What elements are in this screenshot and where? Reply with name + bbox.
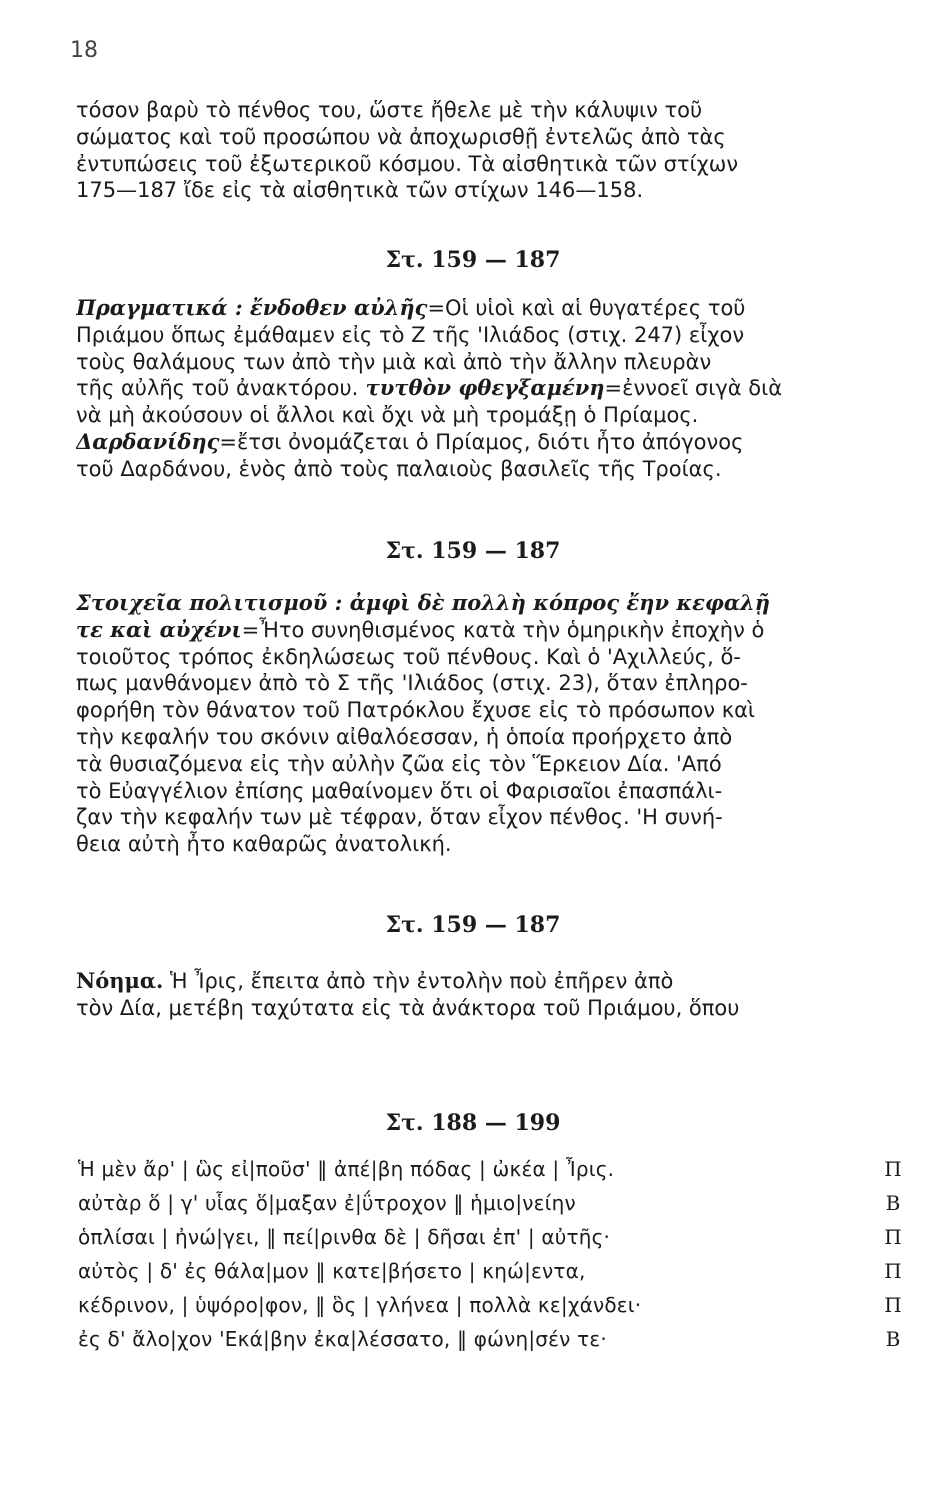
section-heading: Στ. 159 — 187 xyxy=(385,912,561,938)
paragraph-line: ζαν τὴν κεφαλήν των μὲ τέφραν, ὅταν εἶχον πένθος. 'Η συνή- xyxy=(76,805,723,830)
section-heading: Στ. 159 — 187 xyxy=(385,538,561,564)
paragraph-line: θεια αὐτὴ ἦτο καθαρῶς ἀνατολική. xyxy=(76,832,452,857)
paragraph-line: νὰ μὴ ἀκούσουν οἱ ἄλλοι καὶ ὄχι νὰ μὴ τρομάξῃ ὁ Πρίαμος. xyxy=(76,403,699,428)
section-body-politismos xyxy=(76,590,906,858)
paragraph-line: τὸ Εὐαγγέλιον ἐπίσης μαθαίνομεν ὅτι οἱ Φαρισαῖοι ἐπασπάλι- xyxy=(76,778,723,803)
verse-block xyxy=(78,1157,908,1361)
paragraph-line: τόσον βαρὺ τὸ πένθος του, ὥστε ἤθελε μὲ τὴν κάλυψιν τοῦ xyxy=(76,98,703,122)
verse-text: αὐτὸς | δ' ἐς θάλα|μον ‖ κατε|βήσετο | κηώ|εντα, xyxy=(78,1259,586,1283)
verse-heading: Στ. 188 — 199 xyxy=(385,1110,561,1136)
intro-paragraph xyxy=(76,97,906,204)
paragraph-text: Ἡ Ἶρις, ἔπειτα ἀπὸ τὴν ἐντολὴν ποὺ ἐπῆρεν ἀπὸ xyxy=(163,969,674,993)
section-lead: Πραγματικά : xyxy=(76,295,243,320)
paragraph-text: =Οἱ υἱοὶ καὶ αἱ θυγατέρες τοῦ xyxy=(427,296,746,320)
paragraph-text: =ἔτσι ὀνομάζεται ὁ Πρίαμος, διότι ἦτο ἀπόγονος xyxy=(219,429,744,454)
verse-text: κέδρινον, | ὑψόρο|φον, ‖ ὃς | γλήνεα | πολλὰ κε|χάνδει· xyxy=(78,1293,642,1317)
verse-line xyxy=(78,1225,908,1259)
paragraph-text: =Ἦτο συνηθισμένος κατὰ τὴν ὁμηρικὴν ἐποχὴν ὁ xyxy=(241,617,765,642)
verse-meter-tag: Π xyxy=(884,1157,902,1181)
verse-text: ὁπλίσαι | ἠνώ|γει, ‖ πεί|ρινθα δὲ | δῆσαι ἐπ' | αὐτῆς· xyxy=(78,1225,611,1249)
page-number: 18 xyxy=(70,38,98,63)
verse-meter-tag: Β xyxy=(885,1327,901,1351)
paragraph-text: =ἐννοεῖ σιγὰ διὰ xyxy=(604,376,783,401)
section-body-pragmatika xyxy=(76,295,906,483)
verse-text: Ἡ μὲν ἄρ' | ὣς εἰ|ποῦσ' ‖ ἀπέ|βη πόδας | ὠκέα | Ἶρις. xyxy=(78,1157,615,1181)
verse-meter-tag: Β xyxy=(885,1191,901,1215)
paragraph-line: τὴν κεφαλήν του σκόνιν αἰθαλόεσσαν, ἡ ὁποία προήρχετο ἀπὸ xyxy=(76,724,733,749)
paragraph-line: ἐντυπώσεις τοῦ ἐξωτερικοῦ κόσμου. Τὰ αἰσθητικὰ τῶν στίχων xyxy=(76,151,739,176)
verse-meter-tag: Π xyxy=(884,1225,902,1249)
verse-line xyxy=(78,1259,908,1293)
paragraph-text: τῆς αὐλῆς τοῦ ἀνακτόρου. xyxy=(76,376,359,401)
verse-line xyxy=(78,1327,908,1361)
quoted-term: τε καὶ αὐχένι xyxy=(76,616,242,642)
verse-meter-tag: Π xyxy=(884,1293,902,1317)
quoted-term: ἀμφὶ δὲ πολλὴ κόπρος ἔην κεφαλῇ xyxy=(342,590,770,615)
verse-line xyxy=(78,1293,908,1327)
paragraph-line: 175—187 ἴδε εἰς τὰ αἰσθητικὰ τῶν στίχων 146—158. xyxy=(76,178,644,203)
paragraph-line: τὸν Δία, μετέβη ταχύτατα εἰς τὰ ἀνάκτορα τοῦ Πριάμου, ὅπου xyxy=(76,995,740,1020)
verse-text: αὐτὰρ ὅ | γ' υἷας ὅ|μαξαν ἐ|ΰτροχον ‖ ἡμιο|νείην xyxy=(78,1191,576,1215)
verse-meter-tag: Π xyxy=(884,1259,902,1283)
section-lead: Στοιχεῖα πολιτισμοῦ : xyxy=(76,590,343,615)
quoted-term: τυτθὸν φθεγξαμένη xyxy=(358,375,605,401)
paragraph-line: φορήθη τὸν θάνατον τοῦ Πατρόκλου ἔχυσε εἰς τὸ πρόσωπον καὶ xyxy=(76,698,756,723)
paragraph-line: τοιοῦτος τρόπος ἐκδηλώσεως τοῦ πένθους. Καὶ ὁ 'Αχιλλεύς, ὅ- xyxy=(76,644,741,669)
paragraph-line: σώματος καὶ τοῦ προσώπου νὰ ἀποχωρισθῇ ἐντελῶς ἀπὸ τὰς xyxy=(76,124,726,149)
section-body-noima xyxy=(76,968,906,1022)
paragraph-line: πως μανθάνομεν ἀπὸ τὸ Σ τῆς 'Ιλιάδος (στιχ. 23), ὅταν ἐπληρο- xyxy=(76,671,748,696)
section-lead: Νόημα. xyxy=(76,968,164,993)
section-heading: Στ. 159 — 187 xyxy=(385,247,561,273)
verse-text: ἐς δ' ἄλο|χον 'Εκά|βην ἐκα|λέσσατο, ‖ φώνη|σέν τε· xyxy=(78,1327,607,1351)
quoted-term: ἔνδοθεν αὐλῆς xyxy=(242,295,428,320)
paragraph-line: τοῦ Δαρδάνου, ἑνὸς ἀπὸ τοὺς παλαιοὺς βασιλεῖς τῆς Τροίας. xyxy=(76,456,722,481)
verse-line xyxy=(78,1157,908,1191)
paragraph-line: Πριάμου ὅπως ἐμάθαμεν εἰς τὸ Ζ τῆς 'Ιλιάδος (στιχ. 247) εἶχον xyxy=(76,322,745,347)
verse-line xyxy=(78,1191,908,1225)
paragraph-line: τοὺς θαλάμους των ἀπὸ τὴν μιὰ καὶ ἀπὸ τὴν ἄλλην πλευρὰν xyxy=(76,349,712,374)
quoted-term: Δαρδανίδης xyxy=(76,428,220,454)
paragraph-line: τὰ θυσιαζόμενα εἰς τὴν αὐλὴν ζῶα εἰς τὸν Ἕρκειον Δία. 'Από xyxy=(76,751,722,776)
